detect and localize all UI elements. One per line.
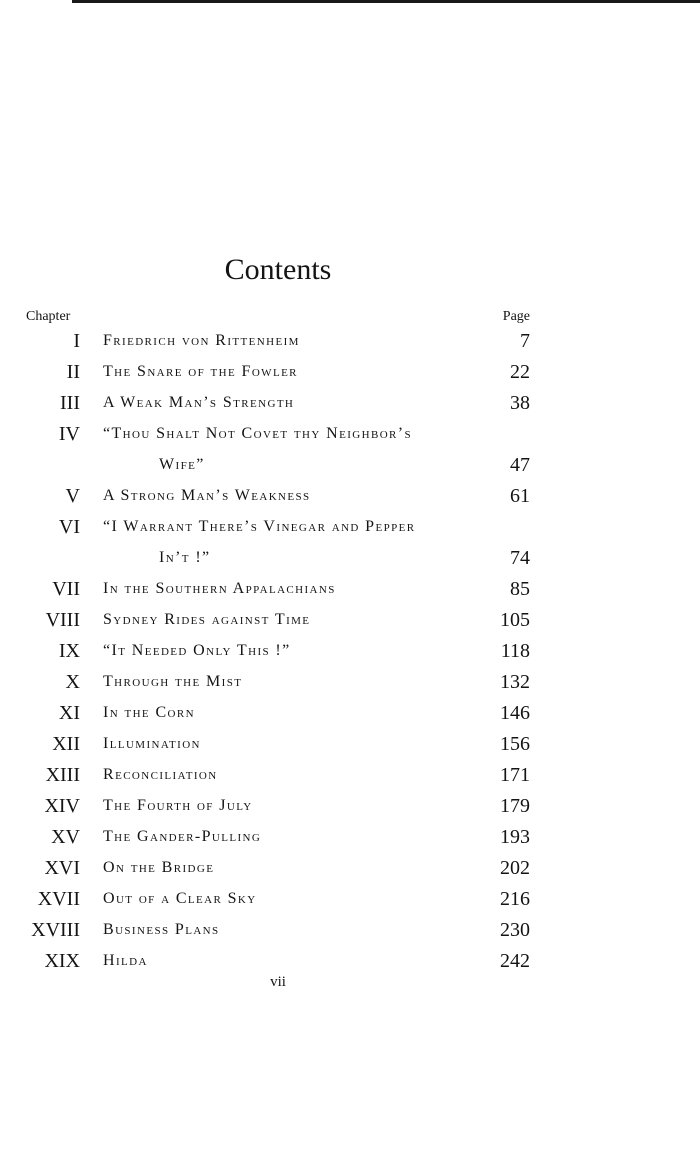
- chapter-title-text: Friedrich von Rittenheim: [103, 332, 300, 349]
- page-number: 38: [510, 392, 530, 414]
- page-number: 202: [500, 857, 530, 879]
- chapter-title-text: “I Warrant There’s Vinegar and Pepper: [103, 518, 416, 535]
- chapter-title: [103, 610, 310, 630]
- page-title: Contents: [224, 253, 332, 286]
- chapter-title-text: A Weak Man’s Strength: [103, 394, 295, 411]
- chapter-title: [103, 920, 220, 940]
- chapter-title-text: The Gander-Pulling: [103, 828, 262, 845]
- chapter-number: III: [60, 392, 80, 414]
- page-number: 242: [500, 950, 530, 972]
- chapter-title-text: In the Southern Appalachians: [103, 580, 336, 597]
- chapter-title: [103, 362, 298, 382]
- chapter-title-text: Illumination: [103, 735, 201, 752]
- chapter-number: XV: [51, 826, 80, 848]
- chapter-number: X: [65, 671, 80, 693]
- toc-entry: [0, 386, 700, 417]
- chapter-title-continuation: Wife”: [159, 456, 205, 473]
- chapter-number: XI: [58, 702, 80, 724]
- page-number: 171: [500, 764, 530, 786]
- toc-entry: [0, 572, 700, 603]
- toc-entry: [0, 634, 700, 665]
- toc-entry: [0, 417, 700, 479]
- page-number: 216: [500, 888, 530, 910]
- page-number: 230: [500, 919, 530, 941]
- chapter-number: XII: [52, 733, 80, 755]
- page-number: 22: [510, 361, 530, 383]
- toc-entry: [0, 851, 700, 882]
- toc-entry: [0, 603, 700, 634]
- chapter-title: [103, 703, 195, 723]
- chapter-title: [103, 486, 311, 506]
- chapter-title-continuation: In’t !”: [159, 549, 211, 566]
- chapter-number: II: [66, 361, 80, 383]
- chapter-title: [103, 827, 261, 847]
- chapter-number: IX: [58, 640, 80, 662]
- page-number: 105: [500, 609, 530, 631]
- page-number: 156: [500, 733, 530, 755]
- chapter-title-text: The Snare of the Fowler: [103, 363, 298, 380]
- chapter-title: [103, 796, 253, 816]
- chapter-title: [103, 889, 257, 909]
- chapter-title-text: “Thou Shalt Not Covet thy Neighbor’s: [103, 425, 413, 442]
- chapter-title: [103, 672, 242, 692]
- page-number: 7: [520, 330, 530, 352]
- toc-entry: [0, 820, 700, 851]
- chapter-number: XIII: [45, 764, 80, 786]
- chapter-title: [103, 424, 412, 475]
- toc-entry: [0, 510, 700, 572]
- chapter-title: [103, 734, 201, 754]
- chapter-number: VII: [52, 578, 80, 600]
- chapter-title-text: Out of a Clear Sky: [103, 890, 257, 907]
- page-number: 179: [500, 795, 530, 817]
- toc-entry: [0, 324, 700, 355]
- chapter-title-text: Reconciliation: [103, 766, 218, 783]
- page-column-header: Page: [502, 309, 530, 324]
- top-rule: [72, 0, 700, 3]
- chapter-number: XIX: [44, 950, 80, 972]
- page-number: 61: [510, 485, 530, 507]
- chapter-title: [103, 951, 148, 971]
- chapter-number: I: [73, 330, 80, 352]
- toc-entry: [0, 913, 700, 944]
- chapter-title: [103, 765, 218, 785]
- chapter-number: XVIII: [31, 919, 80, 941]
- chapter-title: [103, 641, 291, 661]
- chapter-title-text: Hilda: [103, 952, 148, 969]
- chapter-number: XVI: [44, 857, 80, 879]
- chapter-title-text: Through the Mist: [103, 673, 243, 690]
- chapter-title-text: “It Needed Only This !”: [103, 642, 291, 659]
- toc-entry: [0, 944, 700, 975]
- toc-entry: [0, 882, 700, 913]
- chapter-title: [103, 517, 415, 568]
- page-number: 47: [510, 454, 530, 476]
- chapter-title-text: Business Plans: [103, 921, 220, 938]
- chapter-number: XIV: [44, 795, 80, 817]
- toc-entry: [0, 355, 700, 386]
- chapter-number: XVII: [37, 888, 80, 910]
- page-number: 193: [500, 826, 530, 848]
- page-number: 118: [500, 640, 530, 662]
- chapter-title-text: In the Corn: [103, 704, 195, 721]
- table-of-contents: [0, 324, 700, 975]
- toc-entry: [0, 727, 700, 758]
- chapter-title: [103, 579, 336, 599]
- chapter-title-text: The Fourth of July: [103, 797, 253, 814]
- toc-entry: [0, 758, 700, 789]
- chapter-title-text: On the Bridge: [103, 859, 215, 876]
- toc-entry: [0, 665, 700, 696]
- chapter-number: VI: [58, 516, 80, 538]
- page-folio: vii: [270, 974, 286, 990]
- page-number: 74: [510, 547, 530, 569]
- chapter-number: VIII: [45, 609, 80, 631]
- chapter-number: IV: [58, 423, 80, 445]
- toc-entry: [0, 696, 700, 727]
- toc-entry: [0, 479, 700, 510]
- page-number: 85: [510, 578, 530, 600]
- chapter-title: [103, 393, 294, 413]
- chapter-title: [103, 858, 214, 878]
- chapter-title-text: Sydney Rides against Time: [103, 611, 311, 628]
- chapter-number: V: [65, 485, 80, 507]
- chapter-title: [103, 331, 300, 351]
- page-number: 132: [500, 671, 530, 693]
- page-number: 146: [500, 702, 530, 724]
- chapter-title-text: A Strong Man’s Weakness: [103, 487, 311, 504]
- toc-entry: [0, 789, 700, 820]
- chapter-column-header: Chapter: [26, 309, 71, 324]
